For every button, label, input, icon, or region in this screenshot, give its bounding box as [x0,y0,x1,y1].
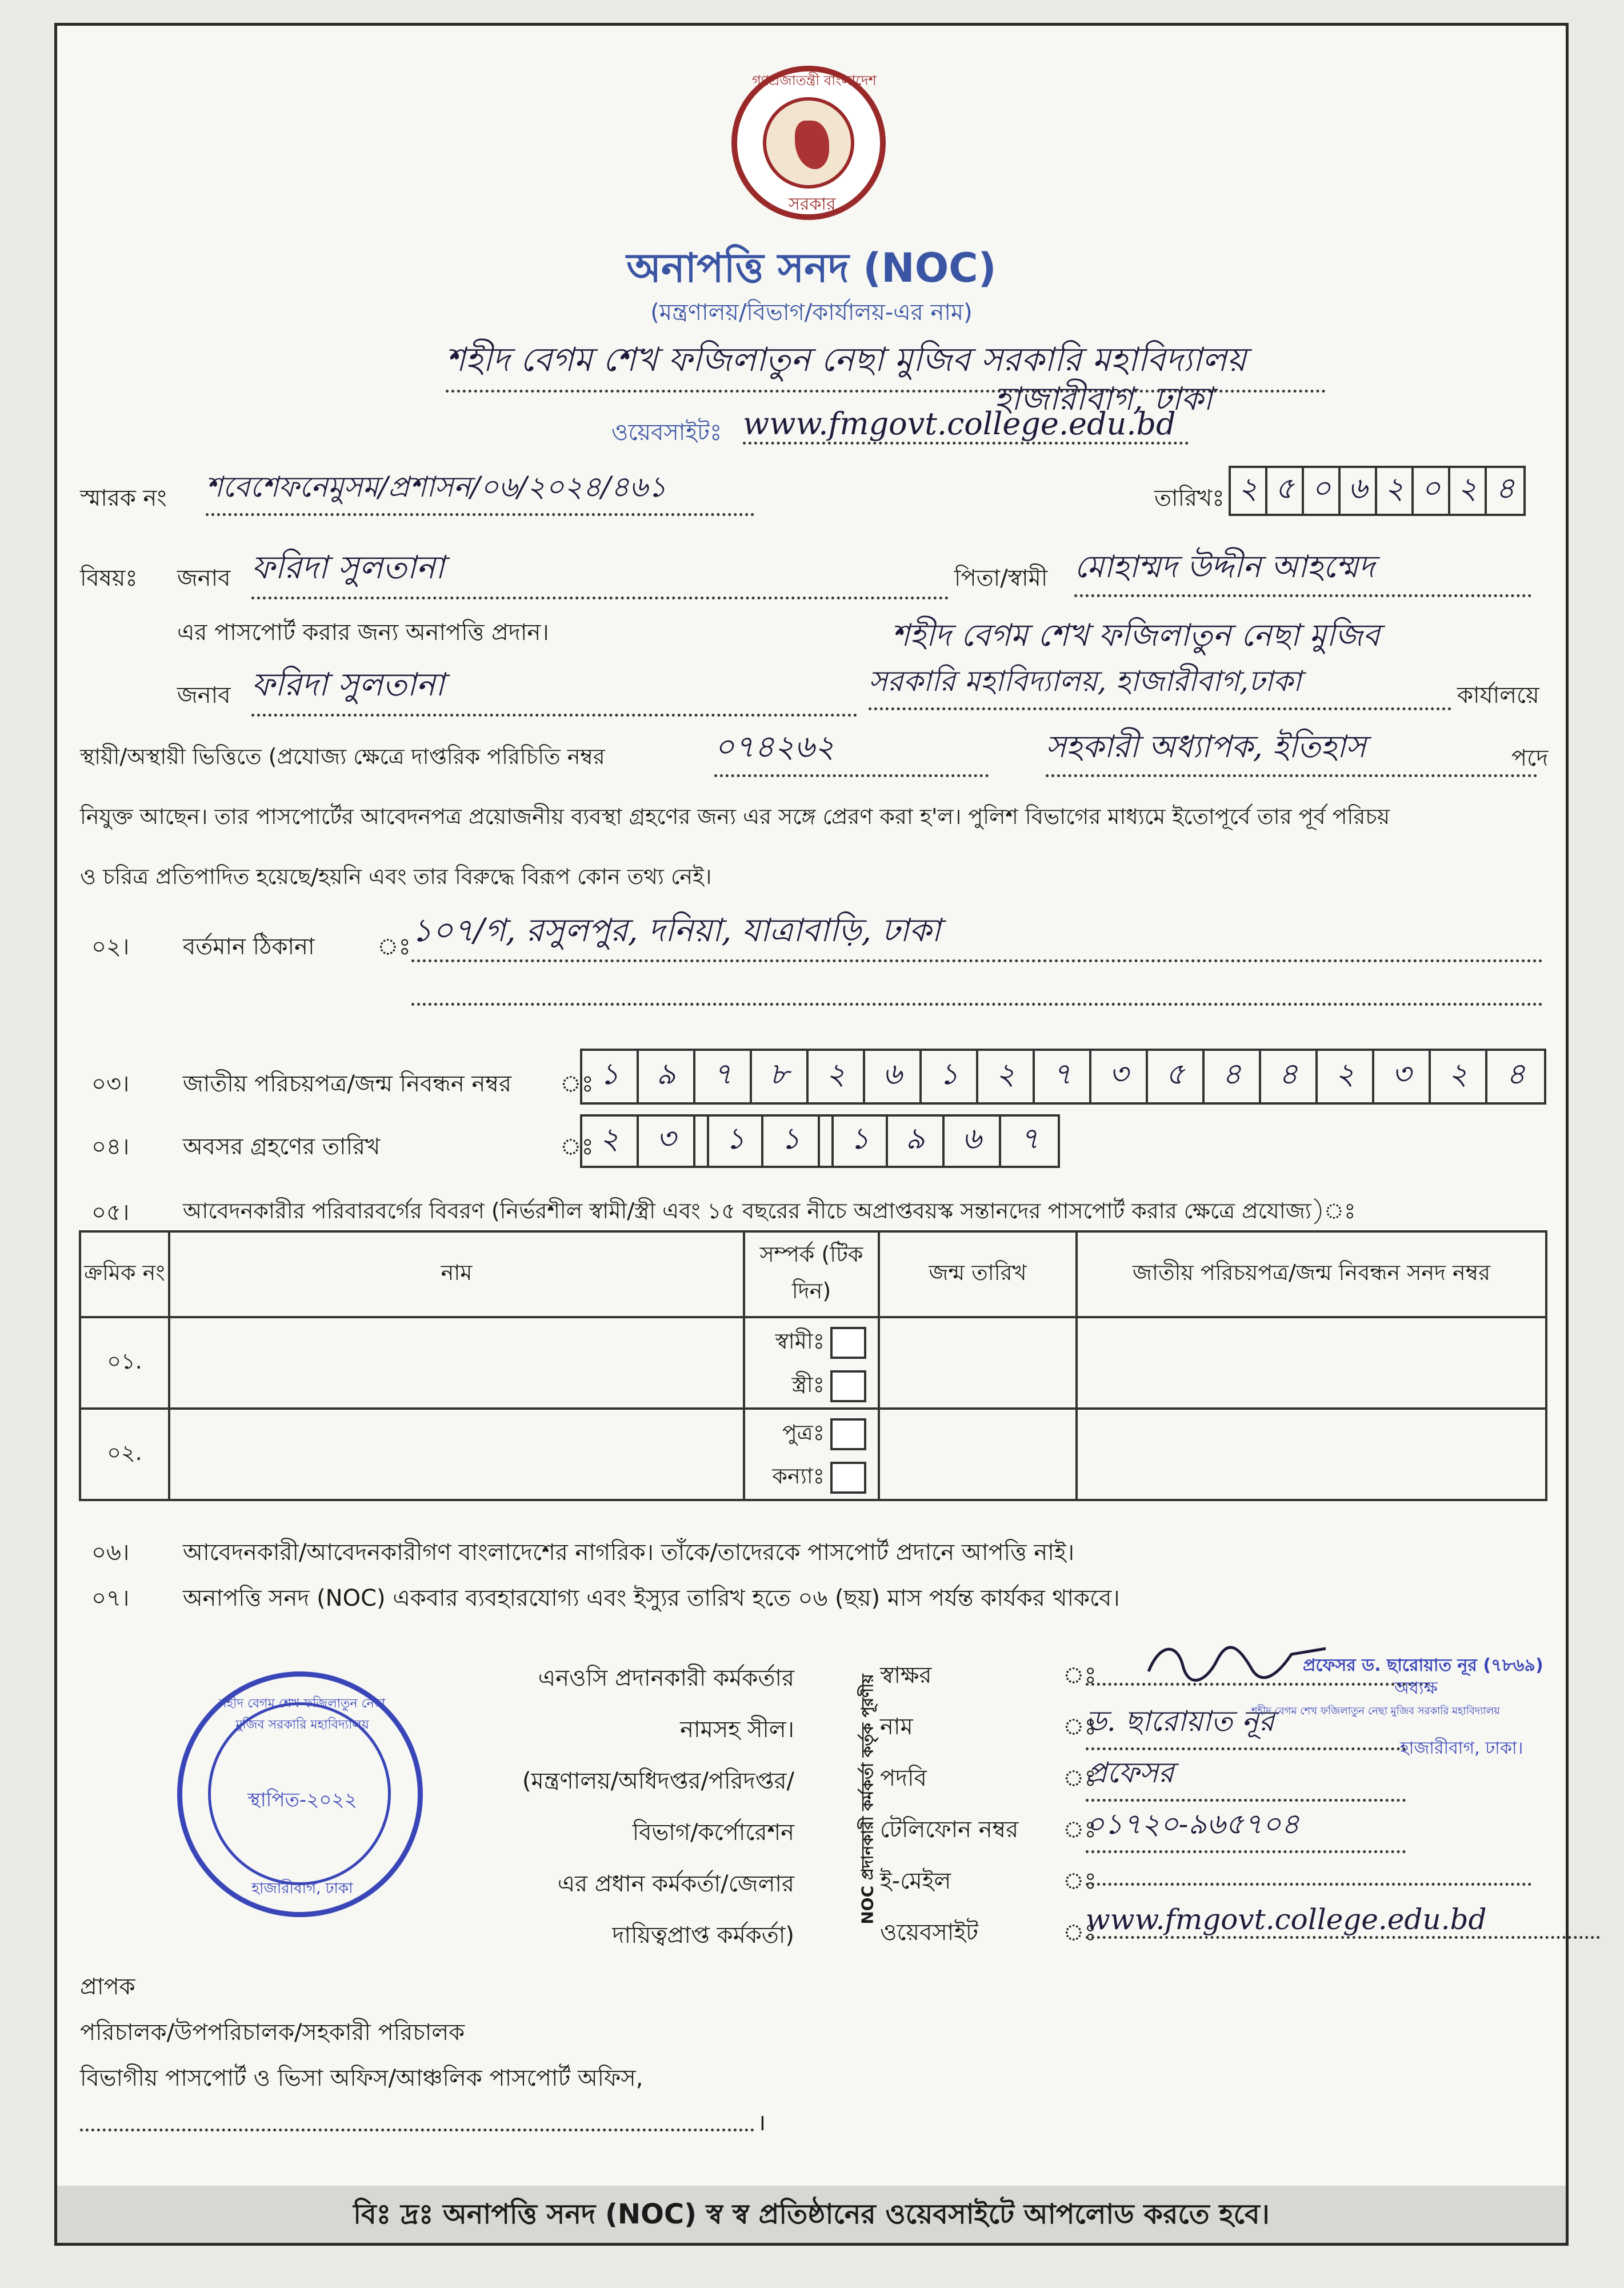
seal-top-text: গণপ্রজাতন্ত্রী বাংলাদেশ [752,73,877,89]
date-digit: ৬ [1341,468,1377,514]
retire-digit: ১ [763,1117,820,1166]
row-nid[interactable] [1077,1409,1546,1500]
nid-digit: ৭ [695,1051,752,1102]
officer-left-line: এনওসি প্রদানকারী কর্মকর্তার [538,1665,794,1691]
row-serial: ০২. [80,1409,169,1500]
document-subtitle: (মন্ত্রণালয়/বিভাগ/কার্যালয়-এর নাম) [650,299,973,326]
office-round-stamp [177,1671,423,1917]
date-digit: ৪ [1495,471,1515,506]
family-table [79,1230,1547,1501]
field-colon: ঃ [1063,1765,1097,1791]
recipient-label: প্রাপক [80,1974,135,2000]
date-boxes [1229,466,1526,516]
officer-stamp-line4: হাজারীবাগ, ঢাকা। [1400,1738,1523,1758]
officer-website: www.fmgovt.college.edu.bd [1086,1903,1600,1939]
post-suffix: পদে [1511,745,1549,771]
item-06-number: ০৬। [91,1539,130,1566]
col-nid: জাতীয় পরিচয়পত্র/জন্ম নিবন্ধন সনদ নম্বর [1077,1231,1546,1317]
office-handwritten-line2: সরকারি মহাবিদ্যালয়, হাজারীবাগ,ঢাকা [869,660,1451,710]
recipient-line-end: । [757,2110,766,2136]
col-relation: সম্পর্ক (টিক দিন) [744,1231,879,1317]
round-stamp-bottom: হাজারীবাগ, ঢাকা [251,1880,353,1897]
father-label: পিতা/স্বামী [954,565,1048,591]
father-name: মোহাম্মদ উদ্দীন আহম্মেদ [1074,543,1531,597]
seal-bottom-text: সরকার [789,194,836,214]
retire-digit: ২ [582,1117,639,1166]
nid-digit: ১ [922,1051,978,1102]
field-colon: ঃ [1063,1714,1097,1740]
field-label: নাম [880,1714,913,1740]
field-label: ই-মেইল [880,1868,951,1894]
memo-value: শবেশেফনেমুসম/প্রশাসন/০৬/২০২৪/৪৬১ [206,466,754,516]
retire-digit: ১ [707,1117,763,1166]
round-stamp-top: শহীদ বেগম শেখ ফজিলাতুন নেছা মুজিব সরকারি মহাবিদ্যালয় [219,1697,386,1732]
retire-digit: ৯ [888,1117,945,1166]
relation-husband-label: স্বামীঃ [775,1329,825,1354]
item-04-colon: ঃ [560,1134,594,1160]
nid-digit: ৭ [1035,1051,1091,1102]
office-name-line1: শহীদ বেগম শেখ ফজিলাতুন নেছা মুজিব সরকারি মহাবিদ্যালয় [446,334,1326,393]
row-serial: ০১. [80,1317,169,1409]
vertical-note: NOC প্রদানকারী কর্মকর্তা কর্তৃক পূরণীয় [858,1674,877,1925]
daughter-checkbox[interactable] [830,1462,866,1494]
col-serial: ক্রমিক নং [80,1231,169,1317]
janab2-label: জনাব [177,682,231,709]
field-colon: ঃ [1063,1817,1097,1843]
government-seal [731,66,886,220]
item-04-number: ০৪। [91,1134,130,1160]
wife-checkbox[interactable] [830,1370,866,1402]
officer-stamp-line1: প্রফেসর ড. ছারোয়াত নূর (৭৮৬৯) [1303,1655,1543,1675]
officer-left-line: নামসহ সীল। [680,1717,794,1743]
field-colon: ঃ [1063,1919,1097,1946]
field-colon: ঃ [1063,1662,1097,1689]
relation-daughter-label: কন্যাঃ [772,1463,825,1489]
item-04-label: অবসর গ্রহণের তারিখ [183,1134,381,1160]
husband-checkbox[interactable] [830,1327,866,1359]
officer-phone: ০১৭২০-৯৬৫৭০৪ [1086,1803,1406,1853]
item-02-colon: ঃ [377,934,411,960]
website-value: www.fmgovt.college.edu.bd [743,406,1189,445]
item-03-colon: ঃ [560,1071,594,1097]
office-name-line2: হাজারীবাগ, ঢাকা [994,381,1213,418]
nid-digit: ২ [809,1051,865,1102]
col-name: নাম [169,1231,744,1317]
website-label: ওয়েবসাইটঃ [611,419,722,446]
item-07-number: ০৭। [91,1585,130,1611]
nid-digit: ১ [582,1051,639,1102]
table-row [80,1317,1546,1409]
footer-note: বিঃ দ্রঃ অনাপত্তি সনদ (NOC) স্ব স্ব প্রতিষ্ঠানের ওয়েবসাইটে আপলোড করতে হবে। [57,2186,1566,2243]
address-line-2 [411,991,1543,1006]
recipient-line3: বিভাগীয় পাসপোর্ট ও ভিসা অফিস/আঞ্চলিক পাসপোর্ট অফিস, [80,2065,643,2091]
item-02-label: বর্তমান ঠিকানা [183,934,315,960]
item-06-text: আবেদনকারী/আবেদনকারীগণ বাংলাদেশের নাগরিক। তাঁকে/তাদেরকে পাসপোর্ট প্রদানে আপত্তি নাই। [183,1539,1075,1566]
item-07-text: অনাপত্তি সনদ (NOC) একবার ব্যবহারযোগ্য এবং ইস্যুর তারিখ হতে ০৬ (ছয়) মাস পর্যন্ত কার্যকর থাকবে। [183,1585,1120,1611]
nid-digit: ৫ [1148,1051,1205,1102]
permanent-label: স্থায়ী/অস্থায়ী ভিত্তিতে (প্রযোজ্য ক্ষেত্রে দাপ্তরিক পরিচিতি নম্বর [80,744,605,769]
designation: সহকারী অধ্যাপক, ইতিহাস [1046,723,1537,777]
officer-email[interactable] [1086,1871,1531,1886]
janab-label: জনাব [177,565,231,591]
round-stamp-center: স্থাপিত-২০২২ [247,1789,357,1811]
item-05-number: ০৫। [91,1199,130,1226]
nid-digit: ৮ [752,1051,809,1102]
officer-name: ড. ছারোয়াত নূর [1086,1700,1406,1750]
item-05-label: আবেদনকারীর পরিবারবর্গের বিবরণ (নির্ভরশীল স্বামী/স্ত্রী এবং ১৫ বছরের নীচে অপ্রাপ্তবয়স্ক সন্তানদের পাসপোর্ট করার ক্ষেত্রে প্রযোজ্য)ঃ [183,1198,1356,1223]
nid-digit: ৯ [639,1051,695,1102]
memo-label: স্মারক নং [80,485,167,511]
paragraph-line2: ও চরিত্র প্রতিপাদিত হয়েছে/হয়নি এবং তার বিরুদ্ধে বিরূপ কোন তথ্য নেই। [80,864,712,889]
official-id-number: ০৭৪২৬২ [714,723,989,777]
date-digit: ২ [1377,468,1414,514]
recipient-office-line[interactable] [80,2117,754,2131]
office-handwritten-line1: শহীদ বেগম শেখ ফজিলাতুন নেছা মুজিব [891,617,1380,653]
date-digit: ৫ [1267,468,1304,514]
field-colon: ঃ [1063,1868,1097,1894]
retire-digit: ৭ [1019,1122,1039,1156]
recipient-line2: পরিচালক/উপপরিচালক/সহকারী পরিচালক [80,2019,465,2046]
officer-designation: প্রফেসর [1086,1751,1406,1802]
retire-date-boxes [580,1114,1060,1168]
passport-text: এর পাসপোর্ট করার জন্য অনাপত্তি প্রদান। [177,619,549,646]
son-checkbox[interactable] [830,1418,866,1450]
subject-label: বিষয়ঃ [80,565,138,591]
retire-digit: ৩ [639,1117,695,1166]
nid-digit: ৪ [1205,1051,1261,1102]
row-name[interactable] [169,1317,744,1409]
item-02-number: ০২। [91,934,130,960]
field-label: ওয়েবসাইট [880,1919,978,1946]
current-address: ১০৭/গ, রসুলপুর, দনিয়া, যাত্রাবাড়ি, ঢাকা [411,906,1543,962]
row-nid[interactable] [1077,1317,1546,1409]
field-label: পদবি [880,1765,927,1791]
seal-emblem [763,97,854,189]
nid-digit: ২ [978,1051,1035,1102]
officer-stamp-line2: অধ্যক্ষ [1394,1678,1438,1698]
date-digit: ০ [1304,468,1341,514]
nid-boxes [580,1049,1546,1105]
item-03-label: জাতীয় পরিচয়পত্র/জন্ম নিবন্ধন নম্বর [183,1071,511,1097]
relation-son-label: পুত্রঃ [782,1420,825,1445]
nid-digit: ৬ [865,1051,922,1102]
date-digit: ০ [1414,468,1450,514]
nid-digit: ৪ [1506,1057,1526,1091]
row-dob[interactable] [879,1409,1077,1500]
office-suffix: কার্যালয়ে [1457,682,1539,709]
item-03-number: ০৩। [91,1071,130,1097]
applicant-name-2: ফরিদা সুলতানা [251,660,857,717]
date-digit: ২ [1450,468,1487,514]
officer-left-line: (মন্ত্রণালয়/অধিদপ্তর/পরিদপ্তর/ [522,1768,794,1794]
noc-document [54,23,1569,2246]
officer-left-line: এর প্রধান কর্মকর্তা/জেলার [557,1871,794,1897]
col-dob: জন্ম তারিখ [879,1231,1077,1317]
nid-digit: ৩ [1374,1051,1431,1102]
nid-digit: ৩ [1091,1051,1148,1102]
retire-digit: ১ [831,1117,888,1166]
nid-digit: ২ [1318,1051,1374,1102]
field-label: স্বাক্ষর [880,1662,932,1689]
officer-left-line: বিভাগ/কর্পোরেশন [632,1819,794,1846]
date-label: তারিখঃ [1154,485,1225,511]
officer-stamp-line3: শহীদ বেগম শেখ ফজিলাতুন নেছা মুজিব সরকারি মহাবিদ্যালয় [1251,1705,1500,1717]
paragraph-line1: নিযুক্ত আছেন। তার পাসপোর্টের আবেদনপত্র প্রয়োজনীয় ব্যবস্থা গ্রহণের জন্য এর সঙ্গে প্রেরণ করা হ'ল। পুলিশ বিভাগের মাধ্যমে ইতোপূর্বে তার পূর্ব পরিচয় [80,804,1390,829]
field-label: টেলিফোন নম্বর [880,1817,1019,1843]
table-row [80,1409,1546,1500]
date-digit: ২ [1231,468,1267,514]
applicant-name: ফরিদা সুলতানা [251,543,949,599]
relation-wife-label: স্ত্রীঃ [791,1372,825,1397]
nid-digit: ৪ [1261,1051,1318,1102]
nid-digit: ২ [1431,1051,1487,1102]
row-name[interactable] [169,1409,744,1500]
row-dob[interactable] [879,1317,1077,1409]
officer-left-line: দায়িত্বপ্রাপ্ত কর্মকর্তা) [612,1922,794,1949]
document-title: অনাপত্তি সনদ (NOC) [626,245,997,291]
retire-digit: ৬ [945,1117,1001,1166]
